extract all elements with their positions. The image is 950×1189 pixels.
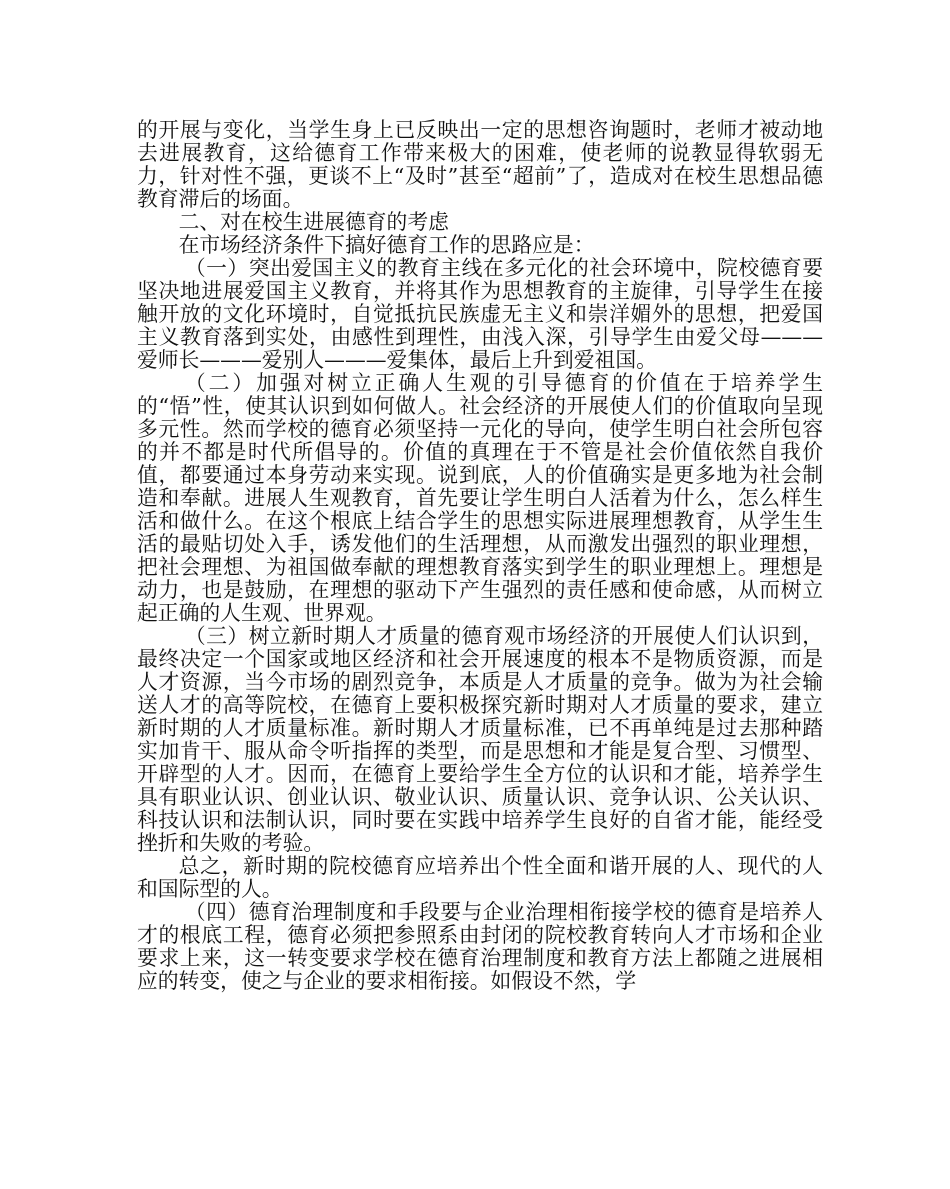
section-heading: 二、对在校生进展德育的考虑	[178, 210, 449, 234]
paragraph-intro: 在市场经济条件下搞好德育工作的思路应是：	[178, 233, 595, 257]
paragraph-point-1: （一）突出爱国主义的教育主线在多元化的社会环境中，院校德育要坚决地进展爱国主义教育，并将其作为思想教育的主旋律，引导学生在接触开放的文化环境时，自觉抵抗民族虚无主义和崇洋媚外的思想，把爱国主义教育落到实处，由感性到理性，由浅入深，引导学生由爱父母———爱师长———爱别人———爱集体，最后上升到爱祖国。	[137, 256, 823, 372]
document-body	[137, 119, 823, 993]
paragraph-point-4: （四）德育治理制度和手段要与企业治理相衔接学校的德育是培养人才的根底工程，德育必须把参照系由封闭的院校教育转向人才市场和企业要求上来，这一转变要求学校在德育治理制度和教育方法上都随之进展相应的转变，使之与企业的要求相衔接。如假设不然，学	[137, 900, 823, 993]
paragraph-point-3: （三）树立新时期人才质量的德育观市场经济的开展使人们认识到，最终决定一个国家或地区经济和社会开展速度的根本不是物质资源，而是人才资源，当今市场的剧烈竞争，本质是人才质量的竞争。做为为社会输送人才的高等院校，在德育上要积极探究新时期对人才质量的要求，建立新时期的人才质量标准。新时期人才质量标准，已不再单纯是过去那种踏实加肯干、服从命令听指挥的类型，而是思想和才能是复合型、习惯型、开辟型的人才。因而，在德育上要给学生全方位的认识和才能，培养学生具有职业认识、创业认识、敬业认识、质量认识、竞争认识、公关认识、科技认识和法制认识，同时要在实践中培养学生良好的自省才能，能经受挫折和失败的考验。	[137, 624, 823, 855]
paragraph-point-2: （二）加强对树立正确人生观的引导德育的价值在于培养学生的“悟”性，使其认识到如何做人。社会经济的开展使人们的价值取向呈现多元性。然而学校的德育必须坚持一元化的导向，使学生明白社会所包容的并不都是时代所倡导的。价值的真理在于不管是社会价值依然自我价值，都要通过本身劳动来实现。说到底，人的价值确实是更多地为社会制造和奉献。进展人生观教育，首先要让学生明白人活着为什么，怎么样生活和做什么。在这个根底上结合学生的思想实际进展理想教育，从学生生活的最贴切处入手，诱发他们的生活理想，从而激发出强烈的职业理想，把社会理想、为祖国做奉献的理想教育落实到学生的职业理想上。理想是动力，也是鼓励，在理想的驱动下产生强烈的责任感和使命感，从而树立起正确的人生观、世界观。	[137, 371, 823, 625]
paragraph-continuation: 的开展与变化，当学生身上已反映出一定的思想咨询题时，老师才被动地去进展教育，这给德育工作带来极大的困难，使老师的说教显得软弱无力，针对性不强，更谈不上“及时”甚至“超前”了，造成对在校生思想品德教育滞后的场面。	[137, 118, 823, 211]
paragraph-summary: 总之，新时期的院校德育应培养出个性全面和谐开展的人、现代的人和国际型的人。	[137, 854, 823, 901]
